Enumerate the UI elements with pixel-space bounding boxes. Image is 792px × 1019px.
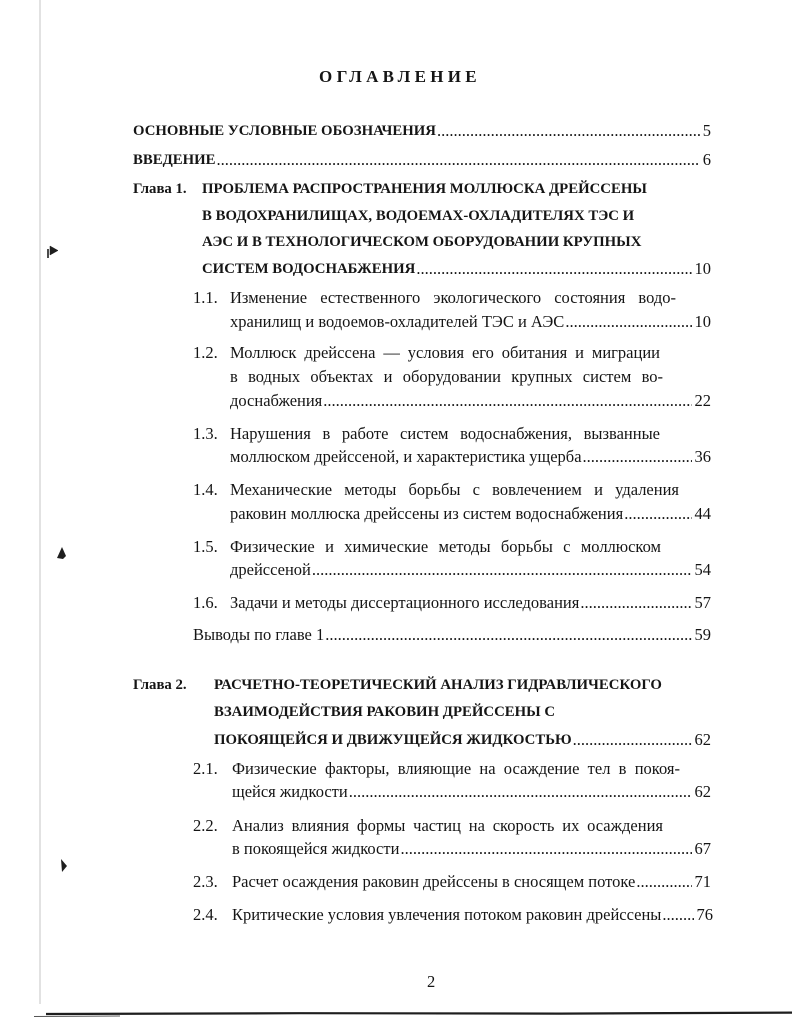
toc-page-number: 36 [694, 447, 711, 466]
section-title-line: Физические и химические методы борьбы с моллюском [230, 537, 661, 556]
chapter-2-title-line: РАСЧЕТНО-ТЕОРЕТИЧЕСКИЙ АНАЛИЗ ГИДРАВЛИЧЕСКОГО [214, 677, 662, 693]
section-title-line: Задачи и методы диссертационного исследования [230, 593, 580, 612]
chapter-1-title-line: В ВОДОХРАНИЛИЩАХ, ВОДОЕМАХ-ОХЛАДИТЕЛЯХ ТЭС И [202, 208, 635, 224]
dot-leader [635, 872, 691, 892]
chapter-1-label: Глава 1. [133, 181, 187, 197]
section-number: 1.2. [193, 343, 218, 362]
section-number: 2.3. [193, 872, 218, 891]
section-last-line [230, 447, 711, 467]
section-last-line [230, 504, 711, 524]
dot-leader [579, 593, 691, 613]
dot-leader [564, 312, 691, 332]
page-title: ОГЛАВЛЕНИЕ [319, 67, 481, 86]
section-number: 2.4. [193, 905, 218, 924]
toc-page-number: 71 [694, 872, 711, 891]
section-title-line: Критические условия увлечения потоком раковин дрейссены [232, 905, 662, 924]
page-number: 2 [427, 972, 436, 991]
dot-leader [216, 150, 700, 170]
section-title-line: Нарушения в работе систем водоснабжения, вызванные [230, 424, 660, 443]
toc-page-number: 57 [694, 593, 711, 612]
section-last-line [232, 872, 711, 892]
scan-mark-triangle [61, 859, 67, 872]
section-last-line [232, 905, 713, 925]
toc-entry-introduction [133, 150, 711, 170]
dot-leader [415, 259, 691, 279]
section-number: 2.1. [193, 759, 218, 778]
dot-leader [322, 391, 691, 411]
section-title-line: в покоящейся жидкости [232, 839, 400, 858]
section-last-line [232, 782, 711, 802]
section-title-line: Анализ влияния формы частиц на скорость их осаждения [232, 816, 663, 835]
section-last-line [230, 391, 711, 411]
dot-leader [582, 447, 692, 467]
section-title-line: доснабжения [230, 391, 323, 410]
section-last-line [232, 839, 711, 859]
chapter-1-title-line: ПРОБЛЕМА РАСПРОСТРАНЕНИЯ МОЛЛЮСКА ДРЕЙССЕНЫ [202, 181, 647, 197]
scan-mark-blob [57, 547, 66, 559]
section-title-line: в водных объектах и оборудовании крупных систем во- [230, 367, 663, 386]
toc-page-number: 22 [694, 391, 711, 410]
section-number: 1.5. [193, 537, 218, 556]
toc-page-number: 76 [696, 905, 713, 924]
toc-page-number: 62 [694, 730, 711, 749]
chapter-2-title-line: ВЗАИМОДЕЙСТВИЯ РАКОВИН ДРЕЙССЕНЫ С [214, 704, 556, 720]
dot-leader [348, 782, 692, 802]
dot-leader [623, 504, 691, 524]
toc-entry-title: ОСНОВНЫЕ УСЛОВНЫЕ ОБОЗНАЧЕНИЯ [133, 123, 436, 139]
chapter-2-title-last-line [214, 730, 711, 750]
scan-bottom-edge-line [46, 1013, 792, 1014]
section-number: 1.4. [193, 480, 218, 499]
dot-leader [661, 905, 693, 925]
section-title-line: Изменение естественного экологического состояния водо- [230, 288, 676, 307]
toc-page-number: 67 [694, 839, 711, 858]
chapter-1-title-last-line [202, 259, 711, 279]
section-title-line: Моллюск дрейссена — условия его обитания и миграции [230, 343, 660, 362]
toc-page-number: 62 [694, 782, 711, 801]
section-last-line [230, 560, 711, 580]
section-title-line: дрейссеной [230, 560, 311, 579]
section-number: 1.1. [193, 288, 218, 307]
section-title-line: раковин моллюска дрейссены из систем водоснабжения [230, 504, 624, 523]
dot-leader [324, 625, 691, 645]
section-title-line: моллюском дрейссеной, и характеристика ущерба [230, 447, 582, 466]
toc-page-number: 44 [694, 504, 711, 523]
toc-page-number: 54 [694, 560, 711, 579]
toc-page-number: 10 [694, 259, 711, 278]
section-number: 1.3. [193, 424, 218, 443]
scan-mark-arrow-head [50, 246, 58, 255]
toc-page-number: 59 [694, 625, 711, 644]
chapter-2-title-line: ПОКОЯЩЕЙСЯ И ДВИЖУЩЕЙСЯ ЖИДКОСТЬЮ [214, 732, 572, 748]
toc-page-number: 6 [702, 150, 711, 169]
section-number: 1.6. [193, 593, 218, 612]
scan-mark-arrow [48, 246, 58, 258]
chapter-1-title-line: СИСТЕМ ВОДОСНАБЖЕНИЯ [202, 261, 416, 277]
chapter-1-title-line: АЭС И В ТЕХНОЛОГИЧЕСКОМ ОБОРУДОВАНИИ КРУПНЫХ [202, 234, 642, 250]
section-title-line: щейся жидкости [232, 782, 348, 801]
section-number: 2.2. [193, 816, 218, 835]
dot-leader [311, 560, 692, 580]
dot-leader [399, 839, 691, 859]
scan-bottom-left-stroke [34, 1016, 120, 1017]
summary-title: Выводы по главе 1 [193, 625, 325, 644]
section-title-line: Механические методы борьбы с вовлечением и удаления [230, 480, 679, 499]
toc-entry-notation [133, 121, 711, 141]
dot-leader [572, 730, 692, 750]
dot-leader [436, 121, 700, 141]
section-last-line [230, 312, 711, 332]
toc-entry-title: ВВЕДЕНИЕ [133, 152, 216, 168]
toc-page-number: 10 [694, 312, 711, 331]
toc-page-number: 5 [702, 121, 711, 140]
chapter-1-summary [193, 625, 711, 645]
section-title-line: Физические факторы, влияющие на осаждение тел в покоя- [232, 759, 680, 778]
section-last-line [230, 593, 711, 613]
section-title-line: хранилищ и водоемов-охладителей ТЭС и АЭС [230, 312, 565, 331]
chapter-2-label: Глава 2. [133, 677, 187, 693]
section-title-line: Расчет осаждения раковин дрейссены в сносящем потоке [232, 872, 636, 891]
